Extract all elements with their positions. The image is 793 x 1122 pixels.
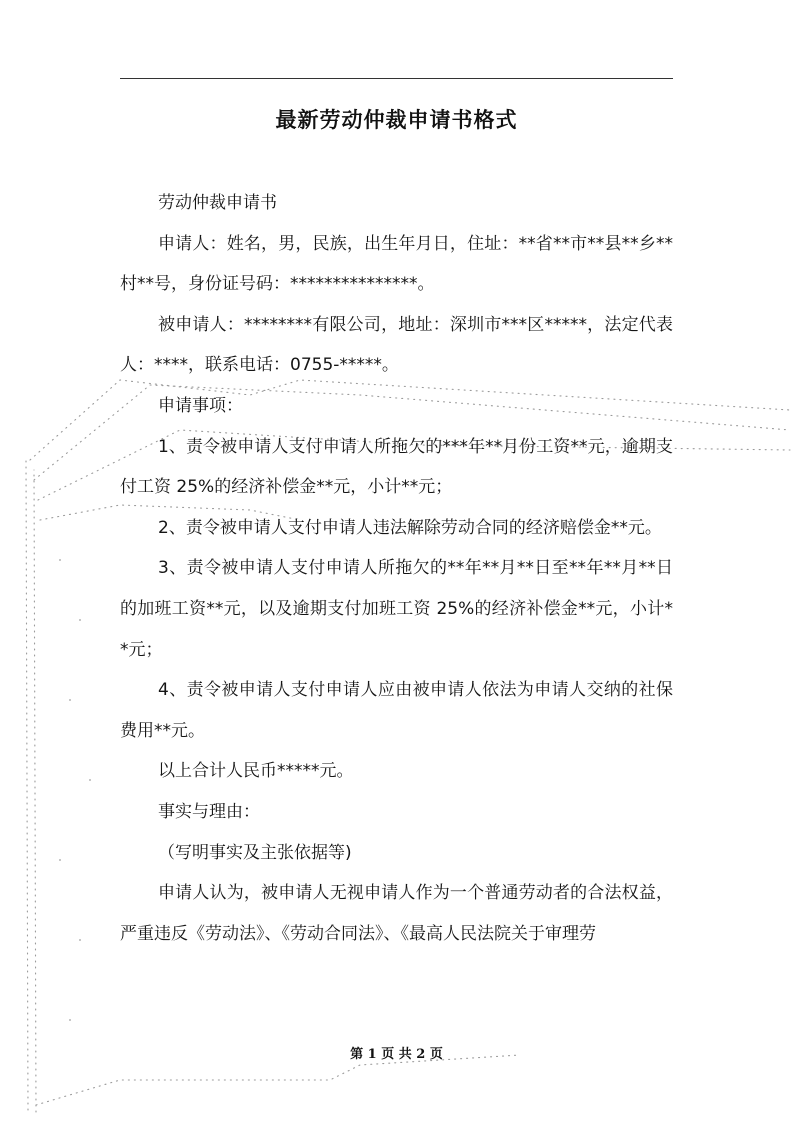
- body-paragraph: （写明事实及主张依据等): [158, 842, 352, 863]
- body-paragraph: 以上合计人民币*****元。: [158, 761, 354, 782]
- body-paragraph: 申请人：姓名，男，民族，出生年月日，住址：**省**市**县**乡**村**号，身份证号码：***************。: [120, 233, 673, 295]
- document-title: 最新劳动仲裁申请书格式: [275, 108, 518, 132]
- body-paragraph: 1、责令被申请人支付申请人所拖欠的***年**月份工资**元，逾期支付工资 25%的经济补偿金**元，小计**元；: [120, 436, 673, 498]
- page-footer: 第 1 页 共 2 页: [350, 1047, 443, 1062]
- body-paragraph: 申请事项：: [158, 395, 243, 416]
- document-body: [120, 183, 673, 954]
- header-rule: [120, 78, 673, 79]
- body-paragraph: 事实与理由：: [158, 801, 260, 822]
- body-paragraph: 2、责令被申请人支付申请人违法解除劳动合同的经济赔偿金**元。: [158, 517, 662, 538]
- body-paragraph: 4、责令被申请人支付申请人应由被申请人依法为申请人交纳的社保费用**元。: [120, 680, 673, 741]
- body-paragraph: 3、责令被申请人支付申请人所拖欠的**年**月**日至**年**月**日的加班工资**元，以及逾期支付加班工资 25%的经济补偿金**元，小计**元；: [120, 558, 673, 660]
- body-paragraph: 被申请人：********有限公司，地址：深圳市***区*****，法定代表人：****，联系电话：0755-*****。: [120, 314, 673, 376]
- body-paragraph: 劳动仲裁申请书: [158, 193, 277, 213]
- body-paragraph: 申请人认为，被申请人无视申请人作为一个普通劳动者的合法权益，严重违反《劳动法》、《劳动合同法》、《最高人民法院关于审理劳: [120, 883, 673, 944]
